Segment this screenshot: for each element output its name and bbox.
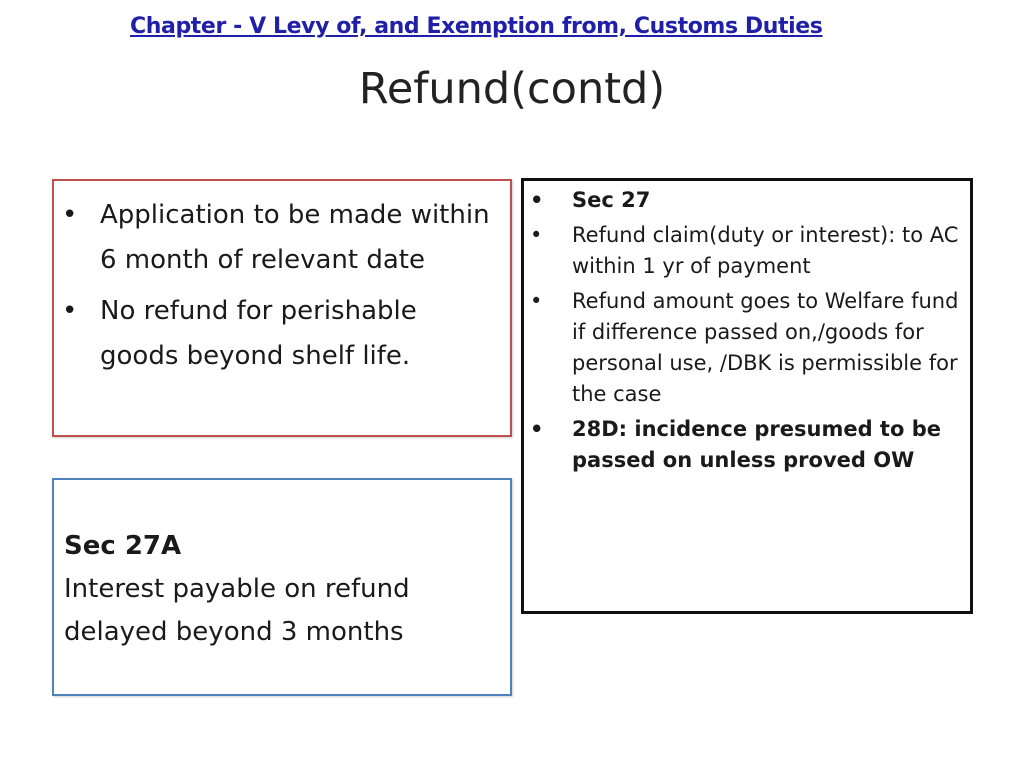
sec-27-box [521,178,973,614]
bullet-text: Refund claim(duty or interest): to AC within 1 yr of payment [572,223,959,278]
bullet-text: No refund for perishable goods beyond shelf life. [100,296,417,371]
list-item [62,193,502,283]
list-item [62,289,502,379]
bullet-icon: • [530,289,543,313]
sec-27a-heading: Sec 27A [64,531,182,561]
bullet-text: 28D: incidence presumed to be passed on unless proved OW [572,417,941,472]
slide-title: Refund(contd) [358,64,666,114]
bullet-text: Sec 27 [572,188,651,212]
left-bullet-box [52,179,512,437]
bullet-text: Application to be made within 6 month of relevant date [100,200,490,275]
list-item [530,220,966,282]
sec-27a-text: Interest payable on refund delayed beyond 3 months [64,574,410,647]
sec-27a-content [64,525,504,654]
chapter-link[interactable]: Chapter - V Levy of, and Exemption from, Customs Duties [130,14,823,39]
right-bullet-list [530,185,966,480]
list-item [530,414,966,476]
bullet-icon: • [530,188,544,212]
bullet-icon: • [530,223,543,247]
list-item [530,185,966,216]
sec-27a-box [52,478,512,696]
list-item [530,286,966,410]
bullet-text: Refund amount goes to Welfare fund if difference passed on,/goods for personal use, /DBK is permissible for the case [572,289,959,406]
left-bullet-list [62,193,502,385]
bullet-icon: • [62,296,78,326]
bullet-icon: • [62,200,78,230]
bullet-icon: • [530,417,544,441]
